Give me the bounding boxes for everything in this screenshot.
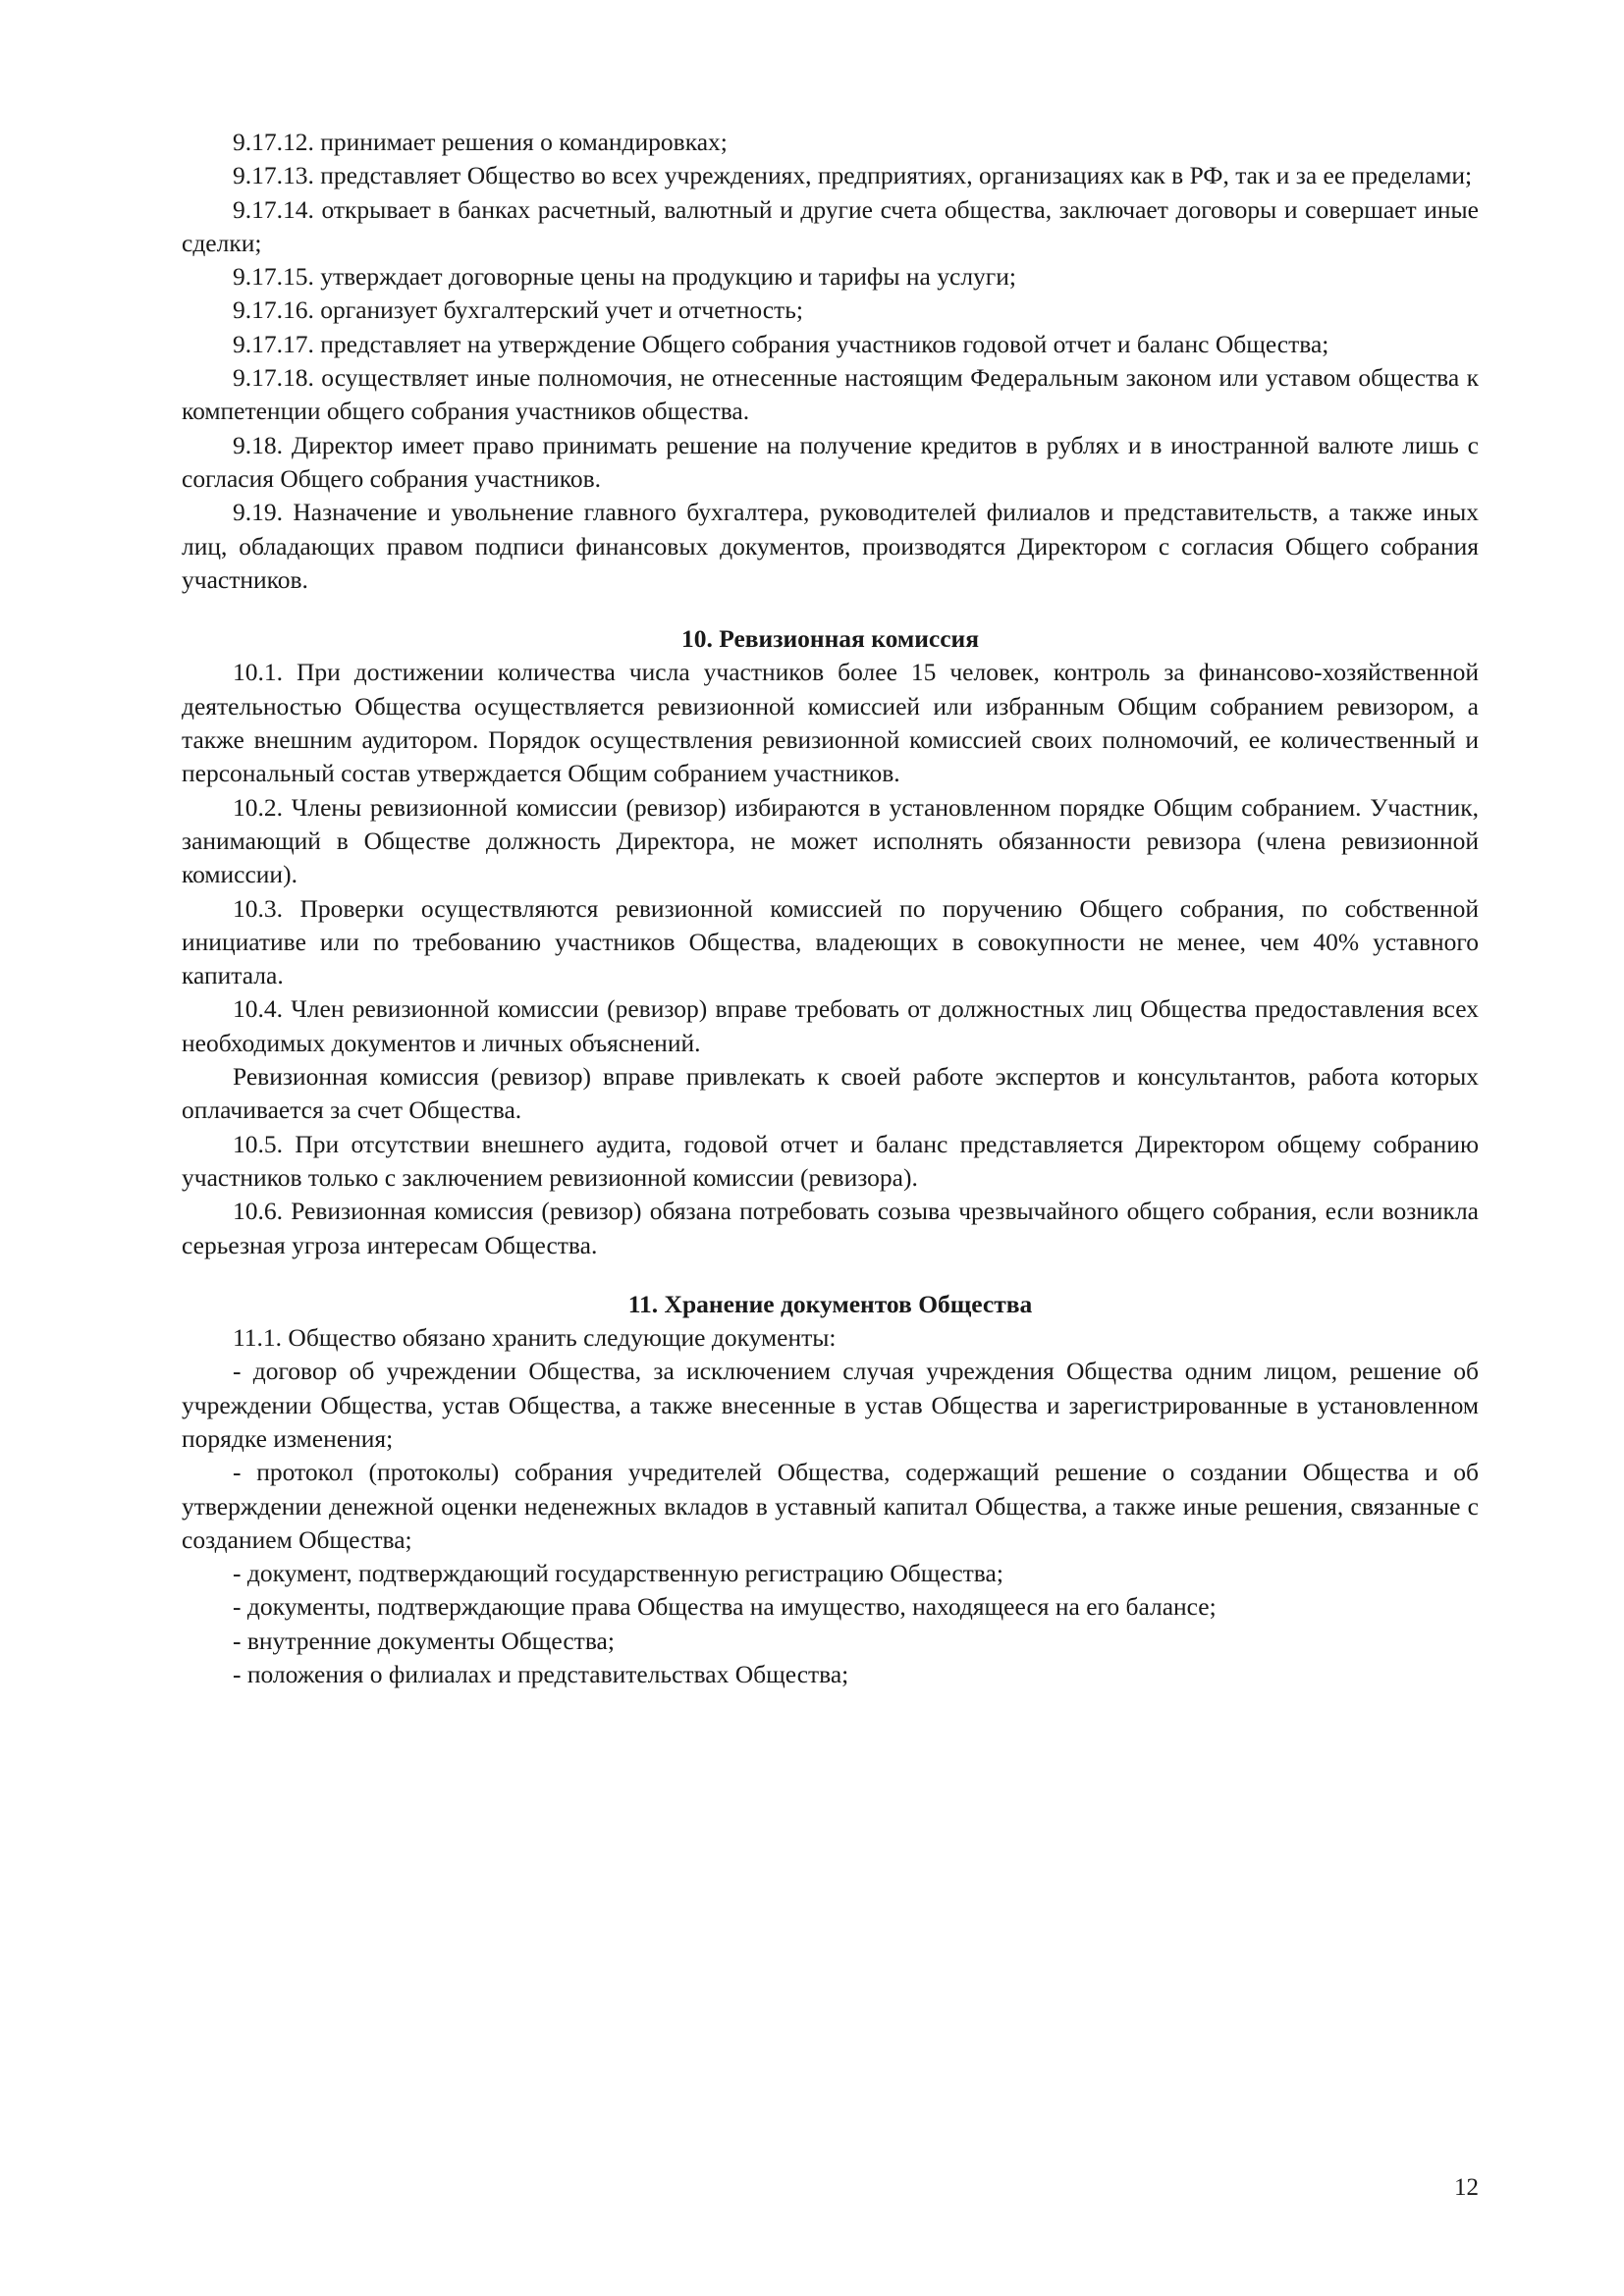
paragraph: 10.5. При отсутствии внешнего аудита, годовой отчет и баланс представляется Директором общему собранию участников только с заключением ревизионной комиссии (ревизора).	[182, 1129, 1479, 1192]
paragraph: - договор об учреждении Общества, за исключением случая учреждения Общества одним лицом, решение об учреждении Общества, устав Общества, а также внесенные в устав Общества и зарегистрированные в установленном порядке изменения;	[182, 1357, 1479, 1453]
document-body	[182, 126, 1479, 1691]
paragraph: - документы, подтверждающие права Общества на имущество, находящееся на его балансе;	[233, 1592, 1217, 1622]
paragraph: 9.17.15. утверждает договорные цены на продукцию и тарифы на услуги;	[233, 262, 1016, 292]
paragraph: 10.6. Ревизионная комиссия (ревизор) обязана потребовать созыва чрезвычайного общего собрания, если возникла серьезная угроза интересам Общества.	[182, 1197, 1479, 1259]
paragraph: 9.19. Назначение и увольнение главного бухгалтера, руководителей филиалов и представительств, а также иных лиц, обладающих правом подписи финансовых документов, производятся Директором с согласия Общего собрания участников.	[182, 498, 1479, 594]
paragraph: 9.17.12. принимает решения о командировках;	[233, 128, 728, 156]
paragraph: 10.3. Проверки осуществляются ревизионной комиссией по поручению Общего собрания, по собственной инициативе или по требованию участников Общества, владеющих в совокупности не менее, чем 40% уставного капитала.	[182, 893, 1479, 990]
paragraph: 11.1. Общество обязано хранить следующие документы:	[233, 1323, 837, 1353]
paragraph: 9.17.17. представляет на утверждение Общего собрания участников годовой отчет и баланс Общества;	[233, 329, 1329, 358]
paragraph: 10.4. Член ревизионной комиссии (ревизор) вправе требовать от должностных лиц Общества предоставления всех необходимых документов и личных объяснений.	[182, 994, 1479, 1057]
section-spacer	[182, 1262, 1479, 1288]
section-spacer	[182, 597, 1479, 622]
section-heading-11: 11. Хранение документов Общества	[627, 1289, 1033, 1318]
paragraph: 9.17.13. представляет Общество во всех учреждениях, предприятиях, организациях как в РФ, так и за ее пределами;	[233, 161, 1473, 190]
paragraph: - положения о филиалах и представительствах Общества;	[233, 1660, 849, 1689]
paragraph: - внутренние документы Общества;	[233, 1626, 615, 1655]
paragraph: 9.17.16. организует бухгалтерский учет и отчетность;	[233, 295, 803, 325]
paragraph: Ревизионная комиссия (ревизор) вправе привлекать к своей работе экспертов и консультантов, работа которых оплачивается за счет Общества.	[182, 1062, 1479, 1125]
page-number: 12	[1454, 2174, 1479, 2201]
paragraph: 10.1. При достижении количества числа участников более 15 человек, контроль за финансово-хозяйственной деятельностью Общества осуществляется ревизионной комиссией или избранным Общим собранием ревизором, а также внешним аудитором. Порядок осуществления ревизионной комиссией своих полномочий, ее количественный и персональный состав утверждается Общим собранием участников.	[182, 658, 1479, 788]
paragraph: - документ, подтверждающий государственную регистрацию Общества;	[233, 1559, 1003, 1588]
paragraph: 9.18. Директор имеет право принимать решение на получение кредитов в рублях и в иностранной валюте лишь с согласия Общего собрания участников.	[182, 430, 1479, 493]
paragraph: 9.17.14. открывает в банках расчетный, валютный и другие счета общества, заключает договоры и совершает иные сделки;	[182, 194, 1479, 257]
paragraph: - протокол (протоколы) собрания учредителей Общества, содержащий решение о создании Общества и об утверждении денежной оценки неденежных вкладов в уставный капитал Общества, а также иные решения, связанные с созданием Общества;	[182, 1458, 1479, 1554]
paragraph: 9.17.18. осуществляет иные полномочия, не отнесенные настоящим Федеральным законом или уставом общества к компетенции общего собрания участников общества.	[182, 363, 1479, 426]
paragraph: 10.2. Члены ревизионной комиссии (ревизор) избираются в установленном порядке Общим собранием. Участник, занимающий в Обществе должность Директора, не может исполнять обязанности ревизора (члена ревизионной комиссии).	[182, 792, 1479, 889]
section-heading-10: 10. Ревизионная комиссия	[680, 624, 980, 654]
